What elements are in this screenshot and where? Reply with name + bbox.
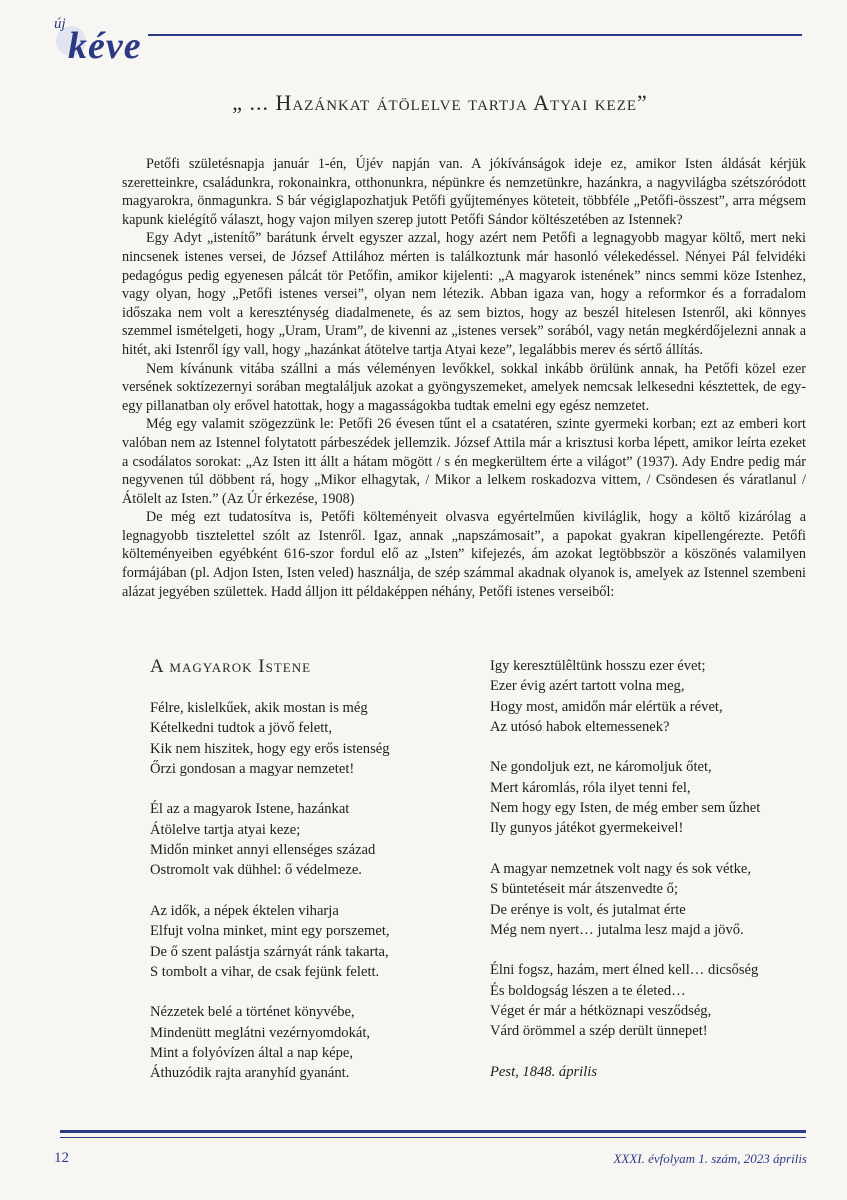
- poem-line: Ezer évig azért tartott volna meg,: [490, 678, 685, 695]
- poem-line: Élni fogsz, hazám, mert élned kell… dicsőség: [490, 962, 759, 979]
- header-rule: [148, 34, 802, 36]
- poem-stanza: [150, 799, 450, 880]
- paragraph: Még egy valamit szögezzünk le: Petőfi 26 évesen tűnt el a csatatéren, szinte gyermeki korban; ezt az emberi kort valóban nem az Istennel folytatott párbeszédek jellemzik. József Attila már a krisztusi korba lépett, amikor leírta ezeket a csodálatos sorokat: „Az Isten itt állt a hátam mögött / s én megkerültem érte a világot” (1937). Ady Endre pedig már negyvenen túl döbbent rá, hogy „Mikor elhagytak, / Mikor a lelkem roskadozva vittem, / Csöndesen és váratlanul / Átölelt az Isten.” (Az Úr érkezése, 1908): [122, 416, 806, 507]
- footer-rule: [60, 1130, 806, 1133]
- poem-stanza: [150, 698, 450, 779]
- poem-stanza: [490, 960, 810, 1041]
- poem-line: Átölelve tartja atyai keze;: [150, 821, 301, 838]
- poem-stanza: [150, 1002, 450, 1083]
- poem-line: Hogy most, amidőn már elértük a révet,: [490, 698, 723, 715]
- poem-title: A magyarok Istene: [150, 656, 312, 677]
- paragraph: Egy Adyt „istenítő” barátunk érvelt egyszer azzal, hogy azért nem Petőfi a legnagyobb magyar költő, mert neki nincsenek istenes versei, de József Attilához mérten is találkoztunk már hasonló vélekedéssel. Nényei Pál felvidéki pedagógus pedig egyenesen pálcát tör Petőfin, amikor kijelenti: „A magyarok istenének” nincs semmi köze Istenhez, vagy olyan, hogy „Petőfi istenes versei”, olyan nem létezik. Abban igaza van, hogy a reformkor és a forradalom időszaka nem volt a kereszténység diadalmenete, és az sem biztos, hogy az beszél hitelesen Istenről, aki könnyes szemmel ismételgeti, hogy „Uram, Uram”, de kivenni az „istenes versek” sorából, vagy netán megkérdőjelezni annak a hitét, aki Istenről így vall, hogy „hazánkat átötelve tartja Atyai keze”, legalábbis merev és sértő állítás.: [122, 230, 806, 358]
- footer-rule-thin: [60, 1137, 806, 1138]
- poem-line: Kik nem hiszitek, hogy egy erős istenség: [150, 740, 390, 757]
- poem-line: Még nem nyert… jutalma lesz majd a jövő.: [490, 921, 744, 938]
- poem-line: Él az a magyarok Istene, hazánkat: [150, 801, 350, 818]
- logo-small-text: új: [54, 16, 66, 32]
- paragraph: De még ezt tudatosítva is, Petőfi költeményeit olvasva egyértelműen kiviláglik, hogy a költő kizárólag a legnagyobb tisztelettel szólt az Istenről. Igaz, annak „napszámosait”, a papokat gyakran kipellengérezte. Petőfi költeményeiben egyébként 616-szor fordul elő az „Isten” kifejezés, ám azokat legtöbbször a köszönés valamilyen formájában (pl. Adjon Isten, Isten veled) használja, de szép számmal akadnak olyanok is, amelyek az Istennel szembeni alázat jegyében születtek. Hadd álljon itt példaképpen néhány, Petőfi istenes verseiből:: [122, 509, 806, 600]
- poem-line: Mint a folyóvízen által a nap képe,: [150, 1045, 354, 1062]
- poem-line: Az utósó habok eltemessenek?: [490, 718, 670, 735]
- poem-line: Kételkedni tudtok a jövő felett,: [150, 720, 332, 737]
- poem-line: A magyar nemzetnek volt nagy és sok vétke,: [490, 860, 751, 877]
- poem-line: Nem hogy egy Isten, de még ember sem űzhet: [490, 800, 761, 817]
- poem-line: Midőn minket annyi ellenséges század: [150, 842, 376, 859]
- poem-column-left: [150, 698, 450, 1104]
- article-body: [122, 155, 806, 601]
- poem-line: De erénye is volt, és jutalmat érte: [490, 901, 686, 918]
- poem-line: Mindenütt meglátni vezérnyomdokát,: [150, 1024, 371, 1041]
- article-title: „ ... Hazánkat átölelve tartja Atyai keze”: [232, 90, 648, 115]
- poem-line: Elfujt volna minket, mint egy porszemet,: [150, 923, 390, 940]
- poem-line: Véget ér már a hétköznapi vesződség,: [490, 1003, 712, 1020]
- page-number: 12: [54, 1150, 69, 1166]
- poem-column-right: [490, 656, 810, 1082]
- issue-info: XXXI. évfolyam 1. szám, 2023 április: [613, 1151, 807, 1166]
- magazine-logo: [54, 10, 174, 66]
- paragraph: Petőfi születésnapja január 1-én, Újév napján van. A jókívánságok ideje ez, amikor Isten áldását kérjük szeretteinkre, családunkra, rokonainkra, otthonunkra, népünkre és nemzetünkre, hazánkra, a nagyvilágba szétszóródott magyarokra, önmagunkra. S bár végiglapozhatjuk Petőfi gyűjteményes köteteit, többféle „Petőfi-összest”, arra mégsem kapunk kielégítő választ, hogy vajon milyen szerep jutott Petőfi Sándor költészetében az Istennek?: [122, 156, 806, 228]
- poem-line: Ostromolt vak dühhel: ő védelmeze.: [150, 862, 362, 879]
- poem-line: Ne gondoljuk ezt, ne káromoljuk őtet,: [490, 759, 712, 776]
- poem-line: Mert káromlás, róla ilyet tenni fel,: [490, 779, 691, 796]
- poem-line: Az idők, a népek éktelen viharja: [150, 902, 339, 919]
- poem-line: Őrzi gondosan a magyar nemzetet!: [150, 760, 355, 777]
- poem-stanza: [490, 757, 810, 838]
- poem-line: Igy keresztülêltünk hosszu ezer évet;: [490, 658, 706, 674]
- poem-line: Nézzetek belé a történet könyvébe,: [150, 1004, 355, 1021]
- poem-stanza: [490, 859, 810, 940]
- poem-line: Félre, kislelkűek, akik mostan is még: [150, 700, 368, 716]
- poem-line: Ily gunyos játékot gyermekeivel!: [490, 820, 684, 837]
- poem-line: De ő szent palástja szárnyát ránk takarta,: [150, 943, 389, 960]
- paragraph: Nem kívánunk vitába szállni a más véleményen levőkkel, sokkal inkább örülünk annak, ha Petőfi közel ezer versének soktízezernyi sorában megtaláljuk azokat a gyöngyszemeket, amelyek nemcsak lelkesedni késztettek, de egy-egy pillanatban oly erővel hatottak, hogy a magasságokba tudtak emelni egy egész nemzetet.: [122, 360, 806, 414]
- poem-stanza: [150, 901, 450, 982]
- poem-line: Várd örömmel a szép derült ünnepet!: [490, 1023, 708, 1040]
- poem-line: S tombolt a vihar, de csak fejünk felett.: [150, 963, 380, 980]
- poem-line: És boldogság lészen a te életed…: [490, 982, 686, 999]
- poem-line: Áthuzódik rajta aranyhíd gyanánt.: [150, 1065, 350, 1082]
- poem-stanza: [490, 656, 810, 737]
- poem-line: S büntetéseit már átszenvedte ő;: [490, 881, 679, 898]
- logo-main-text: kéve: [68, 25, 142, 67]
- poem-signature: Pest, 1848. április: [490, 1063, 598, 1080]
